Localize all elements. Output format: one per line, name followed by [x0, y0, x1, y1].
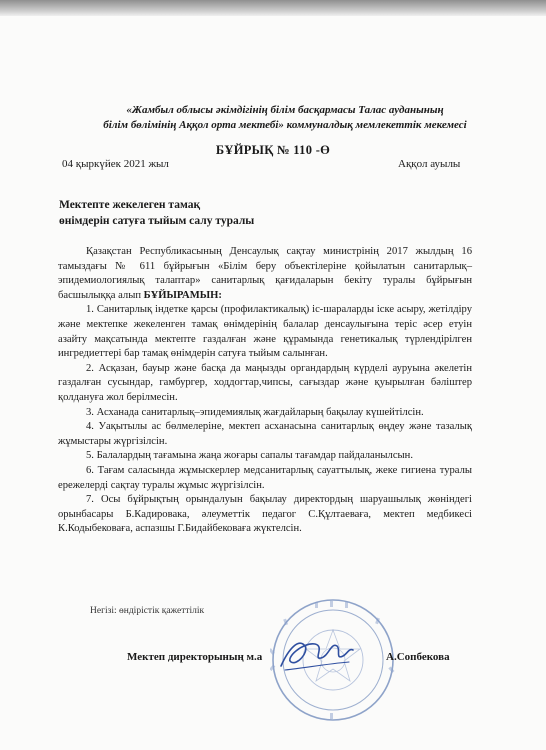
order-item: 6. Тағам саласында жұмыскерлер медсанитарлық сауаттылық, жеке гигиена туралы ережелерді сақтау туралы жұмыс жүргізілсін. [58, 464, 472, 491]
header-line-2: білім бөлімінің Аққол орта мектебі» коммуналдық мемлекеттік мекемесі [103, 119, 467, 131]
order-item: 3. Асханада санитарлық–эпидемиялық жағдайларың бақылау күшейтілсін. [86, 406, 424, 418]
header-line-1: «Жамбыл облысы әкімдігінің білім басқармасы Талас ауданының [126, 104, 444, 116]
order-item: 1. Санитарлық індетке қарсы (профилактикалық) іс-шараларды іске асыру, жетілдіру және мектепке жекеленген тамақ өнімдерінің балалар денсаулығына теріс әсер етуін азайту мақсатында мектепте газдалған және құрамында генетикалық түрлендірілген ингредиеттері бар тамақ өнімдерін сатуға тыйым салынған. [58, 304, 472, 360]
order-item: 7. Осы бұйрықтың орындалуын бақылау директордың шаруашылық жөніндегі орынбасары Б.Кадировака, әлеуметтік педагог С.Құлтаеваға, мектеп медбикесі К.Кодыбековаға, аспазшы Г.Бидайбековаға жүктелсін. [58, 494, 472, 535]
subject-line-1: Мектепте жекелеген тамақ [59, 199, 201, 211]
signatory-name: А.Сопбекова [386, 651, 450, 663]
organization-header [60, 103, 510, 133]
handwritten-signature-icon [275, 628, 355, 678]
order-item: 5. Балалардың тағамына жаңа жоғары сапалы тағамдар пайдаланылсын. [86, 450, 413, 462]
order-body [58, 245, 472, 537]
order-date: 04 қыркүйек 2021 жыл [62, 158, 169, 170]
scan-top-edge [0, 0, 546, 16]
intro-paragraph [58, 245, 472, 303]
signatory-role: Мектеп директорының м.а [127, 651, 263, 663]
order-item: 2. Асқазан, бауыр және басқа да маңызды органдардың күрделі ауруына әкелетін газдалған сусындар, гамбургер, ходдогтар,чипсы, сағыздар және қуырылған бәліштер қолдануға жол берілмесін. [58, 362, 472, 403]
subject-line-2: өнімдерін сатуға тыйым салу туралы [59, 215, 255, 227]
intro-text: Қазақстан Республикасының Денсаулық сақтау министрінің 2017 жылдың 16 тамыздағы № 611 бұйрығын «Білім беру объектілеріне қойылатын санитарлық–эпидемиологиялық талаптар» санитарлық қағидаларын бекіту туралы бұйрығын басшылыққа алып [58, 246, 472, 301]
order-subject [59, 197, 254, 229]
order-basis: Негізі: өндірістік қажеттілік [90, 606, 205, 616]
order-place: Аққол ауылы [398, 158, 461, 170]
order-title: БҰЙРЫҚ № 110 -Ө [215, 143, 331, 157]
order-item: 4. Уақытылы ас бөлмелеріне, мектеп асханасына санитарлық өңдеу және тазалық жұмыстары жүргізілсін. [58, 421, 472, 447]
order-command: БҰЙЫРАМЫН: [143, 289, 222, 301]
